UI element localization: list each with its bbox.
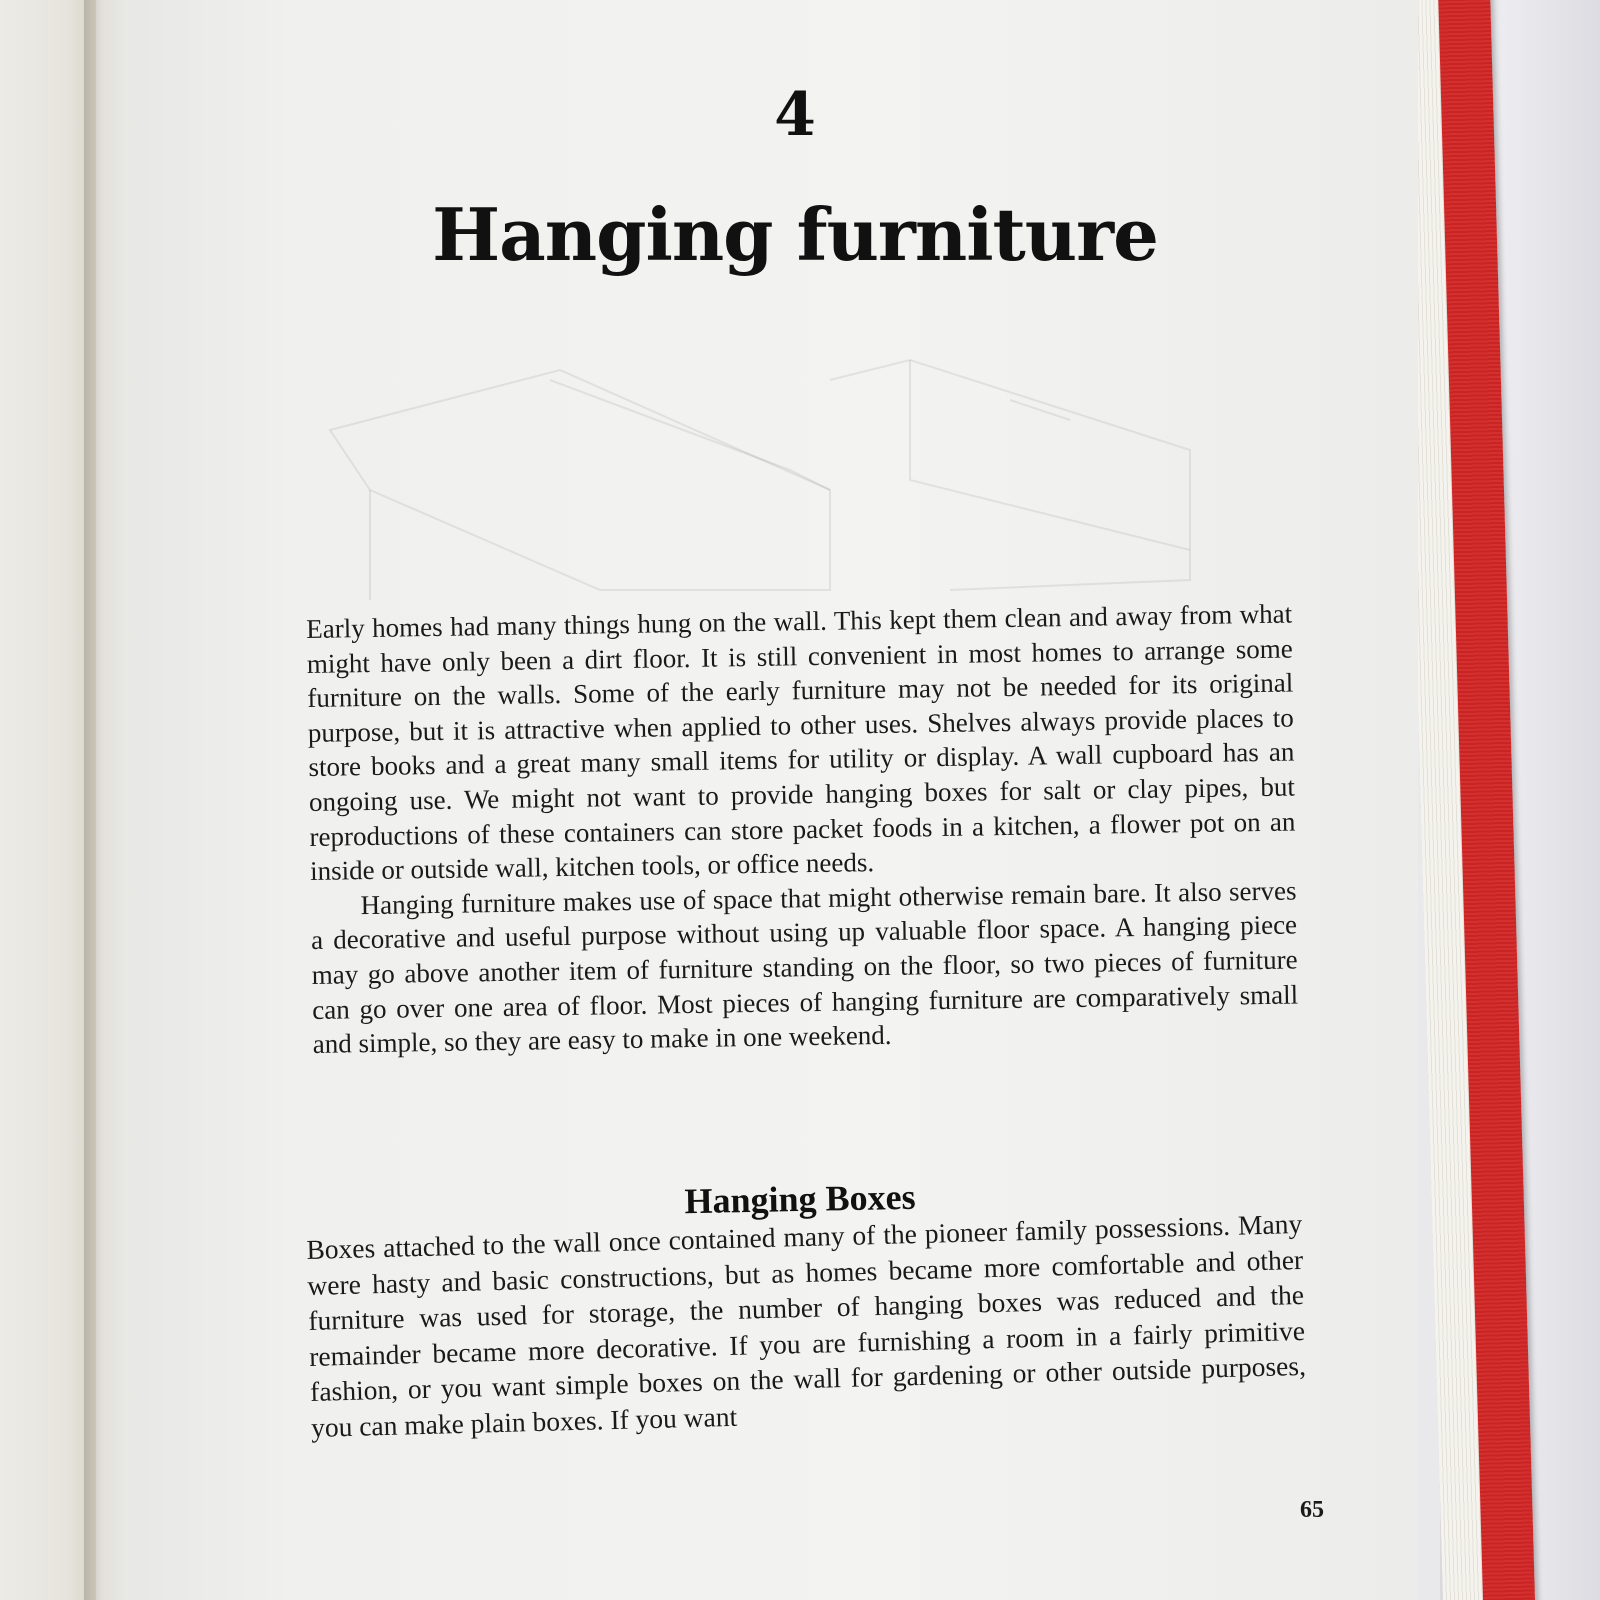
intro-paragraph-1: Early homes had many things hung on the wall. This kept them clean and away from what might have only been a dirt floor. It is still convenient in most homes to arrange some furniture on the walls. Some of the early furniture may not be needed for its original purpose, but it is attractive when applied to other uses. Shelves always provide places to store books and a great many small items for utility or display. A wall cupboard has an ongoing use. We might not want to provide hanging boxes for salt or clay pipes, but reproductions of these containers can store packet foods in a kitchen, a flower pot on an inside or outside wall, kitchen tools, or office needs. bbox=[306, 598, 1296, 887]
show-through-drawing bbox=[310, 340, 1230, 620]
chapter-title: Hanging furniture bbox=[432, 192, 1158, 277]
section-paragraph: Boxes attached to the wall once contained many of the pioneer family possessions. Many were hasty and basic constructions, but as homes became more comfortable and other furniture was used for storage, the number of hanging boxes was reduced and the remainder became more decorative. If you are furnishing a room in a fairly primitive fashion, or you want simple boxes on the wall for gardening or other outside purposes, you can make plain boxes. If you want bbox=[306, 1207, 1307, 1443]
section-text bbox=[306, 1206, 1307, 1445]
intro-text bbox=[306, 597, 1299, 1062]
section-heading: Hanging Boxes bbox=[684, 1176, 916, 1222]
chapter-number: 4 bbox=[774, 80, 816, 150]
page-number: 65 bbox=[1300, 1497, 1324, 1523]
intro-paragraph-2: Hanging furniture makes use of space that might otherwise remain bare. It also serves a decorative and useful purpose without using up valuable floor space. A hanging piece may go above another item of furniture standing on the floor, so two pieces of furniture can go over one area of floor. Most pieces of hanging furniture are comparatively small and simple, so they are easy to make in one weekend. bbox=[310, 875, 1299, 1060]
